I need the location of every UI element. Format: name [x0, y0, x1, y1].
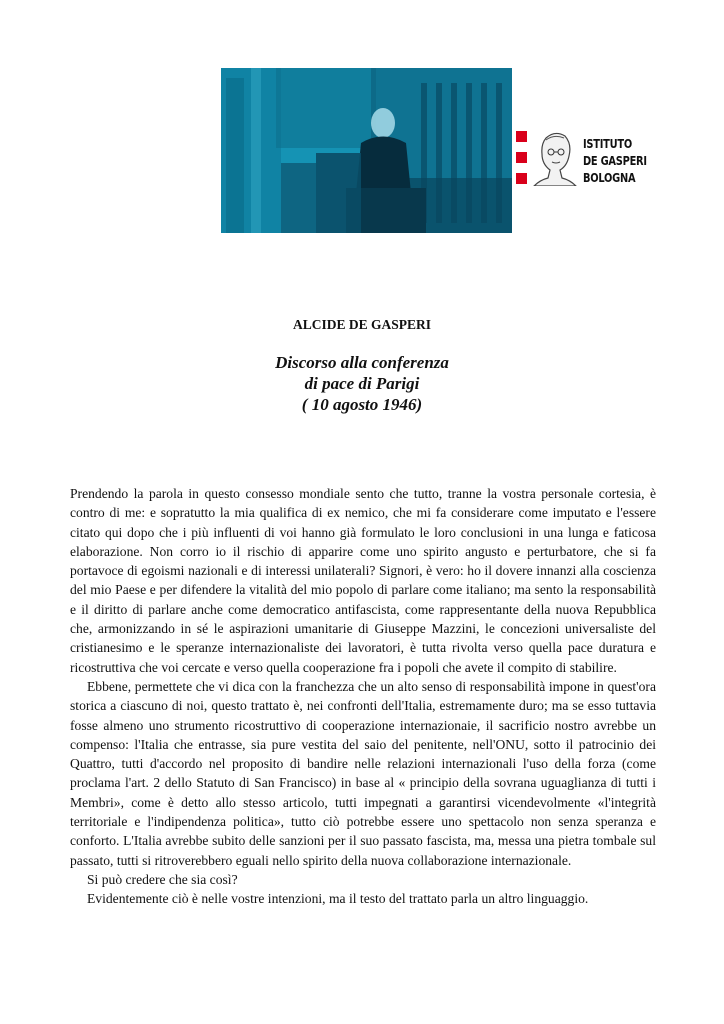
paragraph: Ebbene, permettete che vi dica con la franchezza che un alto senso di responsabilità impone in quest'ora storica a ciascuno di noi, questo trattato è, nei confronti dell'Italia, estremamente duro; ma se esso tuttavia fosse almeno uno strumento ricostruttivo di cooperazione internazionaie, il sacrificio nostro avrebbe un compenso: l'Italia che entrasse, sia pure vestita del saio del penitente, nell'ONU, sotto il patrocinio dei Quattro, tutti d'accordo nel proposito di bandire nelle relazioni internazionali l'uso della forza (come proclama l'art. 2 dello Statuto di San Francisco) in base al « principio della sovrana uguaglianza di tutti i Membri», come è detto allo stesso articolo, tutti impegnati a garantirsi vicendevolmente «l'integrità territoriale e l'indipendenza politica», tutto ciò potrebbe essere uno spettacolo non senza speranza e conforto. L'Italia avrebbe subito delle sanzioni per il suo passato fascista, ma, messa una pietra tombale sul passato, tutti si ritroverebbero eguali nello spirito della nuova collaborazione internazionale. — [70, 678, 656, 868]
header-photo — [221, 68, 512, 233]
paragraph: Prendendo la parola in questo consesso mondiale sento che tutto, tranne la vostra personale cortesia, è contro di me: e sopratutto la mia qualifica di ex nemico, che mi fa considerare come imputato e l'essere citato qui dopo che i più influenti di voi hanno già formulato le loro conclusioni in una lunga e faticosa elaborazione. Non corro io il rischio di apparire come uno spirito angusto e perturbatore, che si fa portavoce di egoismi nazionali e di interessi unilaterali? Signori, è vero: ho il dovere innanzi alla coscienza del mio Paese e per difendere la vitalità del mio popolo di parlare come italiano; ma sento la responsabilità e il diritto di parlare anche come democratico antifascista, come rappresentante della nuova Repubblica che, armonizzando in sé le aspirazioni umanitarie di Giuseppe Mazzini, le concezioni universaliste del cristianesimo e le speranze internazionaliste dei lavoratori, è tutta rivolta verso quella pace duratura e ricostruttiva che voi cercate e verso quella cooperazione fra i popoli che avete il compito di stabilire. — [70, 486, 656, 675]
institute-logo-text — [583, 136, 661, 187]
logo-square — [516, 152, 527, 163]
logo-line-2: DE GASPERI — [583, 154, 647, 168]
de-gasperi-bust-icon — [532, 128, 578, 186]
logo-square — [516, 131, 527, 142]
logo-squares — [516, 131, 527, 194]
logo-square — [516, 173, 527, 184]
author-name: ALCIDE DE GASPERI — [292, 317, 432, 332]
paragraph: Evidentemente ciò è nelle vostre intenzioni, ma il testo del trattato parla un altro linguaggio. — [87, 891, 589, 907]
title-line-2: di pace di Parigi — [304, 374, 420, 393]
paragraph: Si può credere che sia così? — [87, 871, 238, 887]
header-photo-image — [221, 68, 512, 233]
title-line-1: Discorso alla conferenza — [275, 353, 449, 372]
speech-title — [0, 352, 724, 415]
logo-line-1: ISTITUTO — [583, 137, 632, 151]
speech-body — [70, 484, 656, 909]
logo-line-3: BOLOGNA — [583, 171, 636, 185]
title-line-3: ( 10 agosto 1946) — [301, 395, 423, 414]
